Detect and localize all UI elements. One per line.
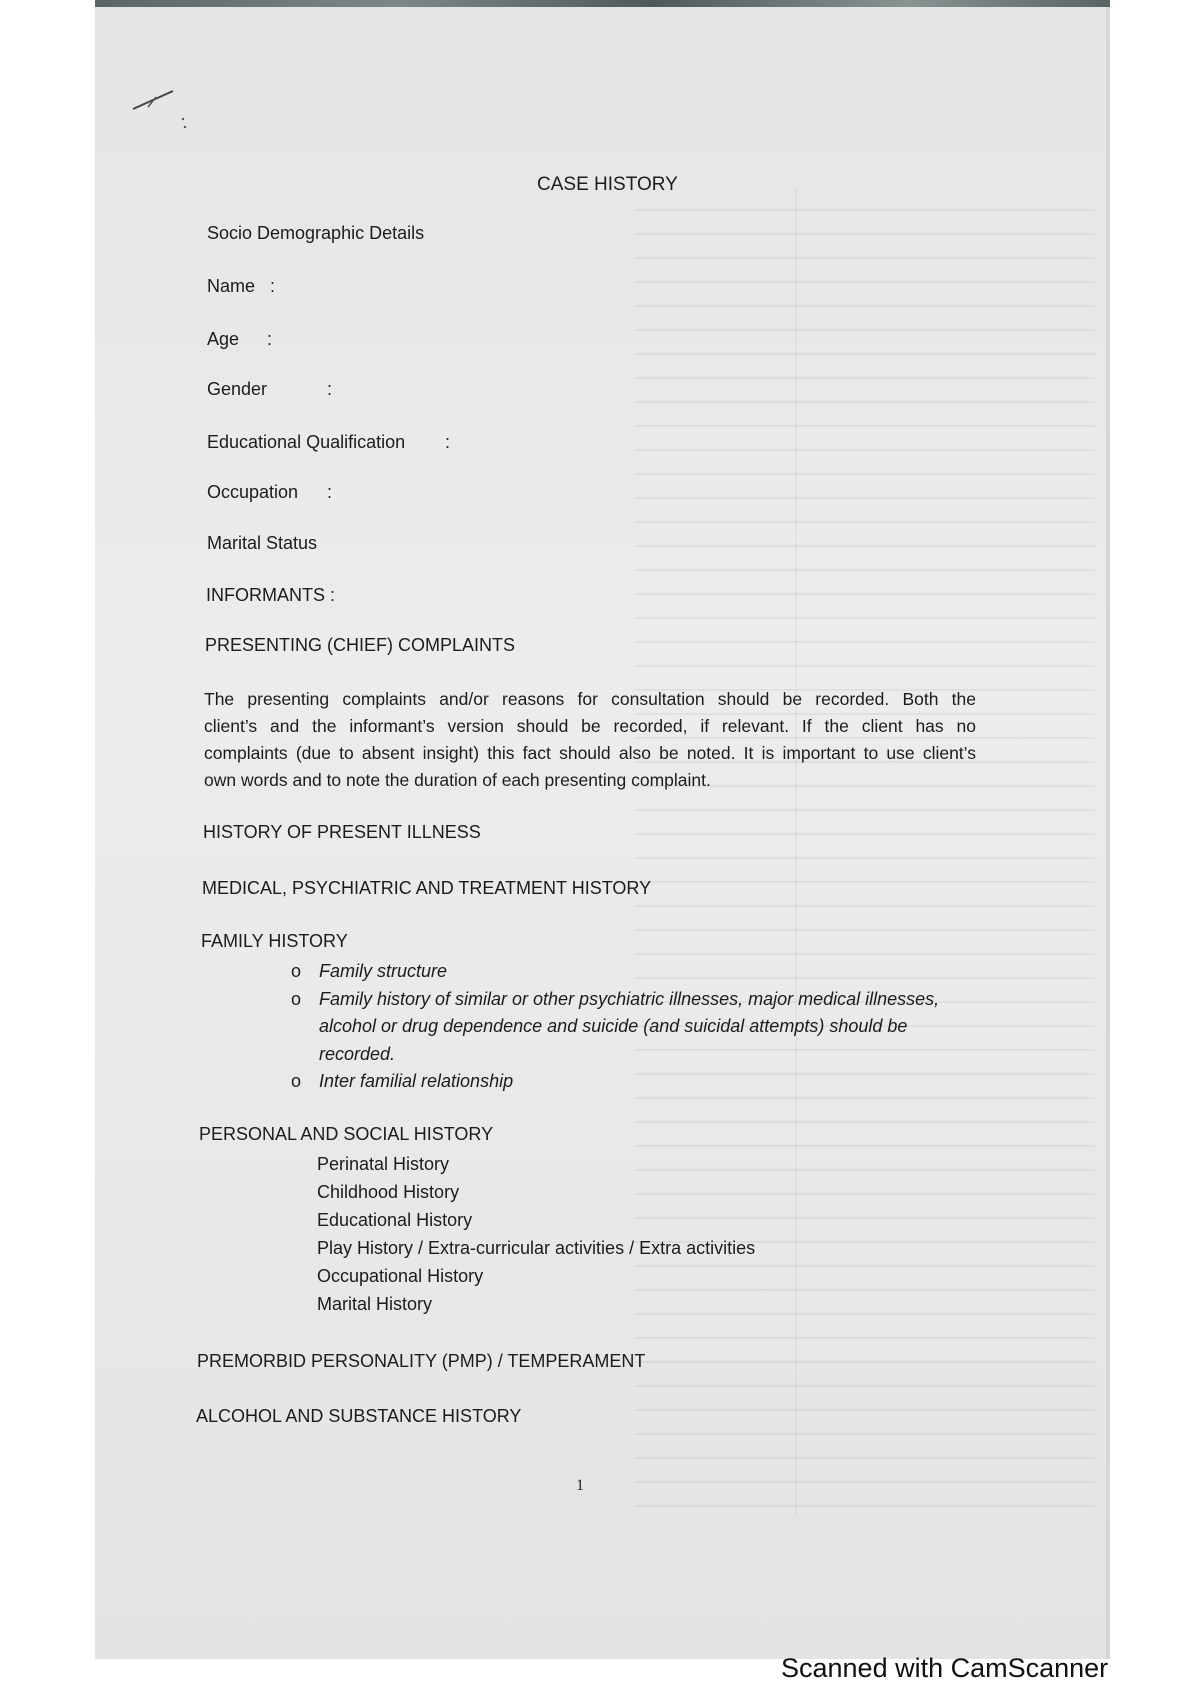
- socio-demographic-heading: Socio Demographic Details: [207, 223, 425, 243]
- list-item: Occupational History: [317, 1266, 484, 1286]
- list-item: Childhood History: [317, 1182, 460, 1202]
- presenting-complaints-heading: PRESENTING (CHIEF) COMPLAINTS: [205, 635, 516, 655]
- bullet-icon: o: [291, 988, 302, 1009]
- page-title: CASE HISTORY: [537, 174, 678, 195]
- occupation-separator: :: [327, 482, 333, 502]
- list-item: [291, 1068, 939, 1096]
- education-label: Educational Qualification: [207, 432, 406, 452]
- presenting-complaints-paragraph: [204, 686, 976, 794]
- education-field: [207, 431, 451, 454]
- paragraph-line: complaints (due to absent insight) this fact should also be noted. It is important to use client’s: [204, 743, 976, 763]
- alcohol-heading: ALCOHOL AND SUBSTANCE HISTORY: [196, 1406, 522, 1426]
- family-item-text: Inter familial relationship: [319, 1071, 514, 1091]
- family-history-heading: FAMILY HISTORY: [201, 931, 348, 951]
- family-history-list: [291, 958, 939, 1096]
- personal-social-heading: PERSONAL AND SOCIAL HISTORY: [199, 1124, 494, 1144]
- pen-mark: [128, 79, 188, 129]
- bullet-icon: o: [291, 961, 302, 981]
- gender-field: [207, 378, 333, 401]
- list-item: Marital History: [317, 1294, 433, 1314]
- gender-label: Gender: [207, 379, 268, 399]
- camscanner-watermark: Scanned with CamScanner: [781, 1653, 1109, 1683]
- gender-separator: :: [327, 379, 333, 399]
- marital-status-field: [207, 532, 317, 555]
- age-separator: :: [267, 329, 273, 349]
- list-item: Play History / Extra-curricular activities / Extra activities: [317, 1238, 756, 1258]
- family-item-text: Family history of similar or other psychiatric illnesses, major medical illnesses,: [319, 988, 940, 1009]
- bleed-through-line: [795, 187, 797, 1517]
- name-label: Name: [207, 276, 256, 296]
- family-item-text: recorded.: [319, 1043, 396, 1064]
- marital-status-label: Marital Status: [207, 533, 318, 553]
- page-number: 1: [576, 1477, 584, 1494]
- list-item: Perinatal History: [317, 1154, 450, 1174]
- list-item: Educational History: [317, 1210, 473, 1230]
- education-separator: :: [445, 432, 451, 452]
- paragraph-line: client’s and the informant’s version should be recorded, if relevant. If the client has no: [204, 716, 976, 736]
- name-separator: :: [270, 276, 276, 296]
- name-field: [207, 275, 275, 298]
- premorbid-heading: PREMORBID PERSONALITY (PMP) / TEMPERAMENT: [197, 1351, 646, 1371]
- list-item: [291, 958, 939, 986]
- list-item: [291, 986, 939, 1069]
- informants-heading: INFORMANTS :: [206, 585, 335, 605]
- medical-history-heading: MEDICAL, PSYCHIATRIC AND TREATMENT HISTORY: [202, 878, 652, 898]
- paragraph-line: The presenting complaints and/or reasons for consultation should be recorded. Both the: [204, 689, 976, 709]
- paragraph-line: own words and to note the duration of each presenting complaint.: [204, 770, 711, 790]
- age-field: [207, 328, 273, 351]
- scan-top-edge: [95, 0, 1110, 7]
- occupation-field: [207, 481, 333, 504]
- page-edge: [1106, 7, 1110, 1659]
- present-illness-heading: HISTORY OF PRESENT ILLNESS: [203, 822, 481, 842]
- personal-history-list: [317, 1150, 755, 1318]
- family-item-text: alcohol or drug dependence and suicide (and suicidal attempts) should be: [319, 1016, 908, 1036]
- occupation-label: Occupation: [207, 482, 299, 502]
- age-label: Age: [207, 329, 240, 349]
- bullet-icon: o: [291, 1071, 302, 1091]
- family-item-text: Family structure: [319, 961, 448, 981]
